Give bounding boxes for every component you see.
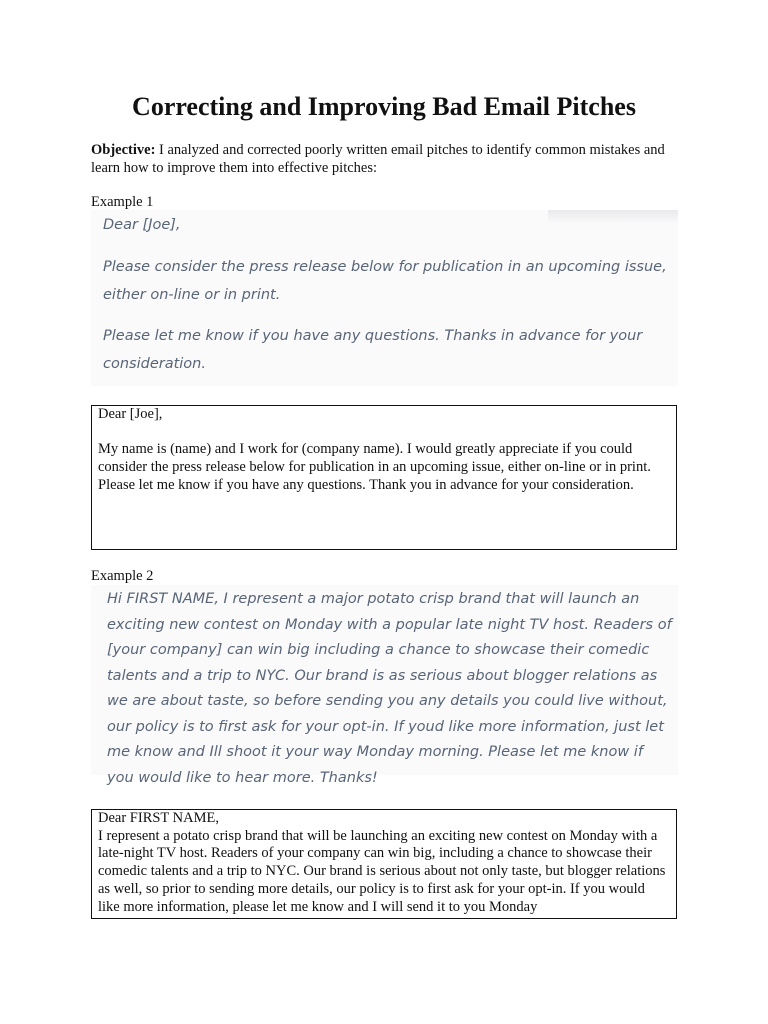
example-1-original-paragraph-2: Please let me know if you have any questions. Thanks in advance for your consideration. <box>103 328 643 372</box>
page-title: Correcting and Improving Bad Email Pitches <box>132 92 636 121</box>
example-1-original-paragraph-1: Please consider the press release below for publication in an upcoming issue, either on-line or in print. <box>103 259 667 303</box>
example-1-corrected-greeting: Dear [Joe], <box>98 406 163 422</box>
objective-text: I analyzed and corrected poorly written email pitches to identify common mistakes and learn how to improve them into effective pitches: <box>91 142 665 176</box>
example-1-corrected-box <box>91 405 677 550</box>
example-1-original-screenshot <box>91 210 678 386</box>
example-2-original-text: Hi FIRST NAME, I represent a major potato crisp brand that will launch an exciting new contest on Monday with a popular late night TV host. Readers of [your company] can win big including a chance to showcase their comedic talents and a trip to NYC. Our brand is as serious about blogger relations as we are about taste, so before sending you any details you could live without, our policy is to first ask for your opt-in. If youd like more information, just let me know and Ill shoot it your way Monday morning. Please let me know if you would like to hear more. Thanks! <box>107 591 672 786</box>
objective-label: Objective: <box>91 142 156 158</box>
example-1-label: Example 1 <box>91 194 154 210</box>
example-1-corrected-body: My name is (name) and I work for (company name). I would greatly appreciate if you could consider the press release below for publication in an upcoming issue, either on-line or in print. Please let me know if you have any questions. Thank you in advance for your consideration. <box>98 441 651 493</box>
example-2-corrected-body: I represent a potato crisp brand that will be launching an exciting new contest on Monday with a late-night TV host. Readers of your company can win big, including a chance to showcase their comedic talents and a trip to NYC. Our brand is serious about not only taste, but blogger relations as well, so prior to sending more details, our policy is to first ask for your opt-in. If you would like more information, please let me know and I will send it to you Monday <box>98 827 666 915</box>
example-1-original-greeting: Dear [Joe], <box>103 217 181 233</box>
example-2-corrected-box <box>91 809 677 919</box>
example-2-label: Example 2 <box>91 568 154 584</box>
objective-paragraph <box>91 142 681 177</box>
example-2-original-screenshot <box>91 585 678 786</box>
example-2-corrected-greeting: Dear FIRST NAME, <box>98 810 219 826</box>
